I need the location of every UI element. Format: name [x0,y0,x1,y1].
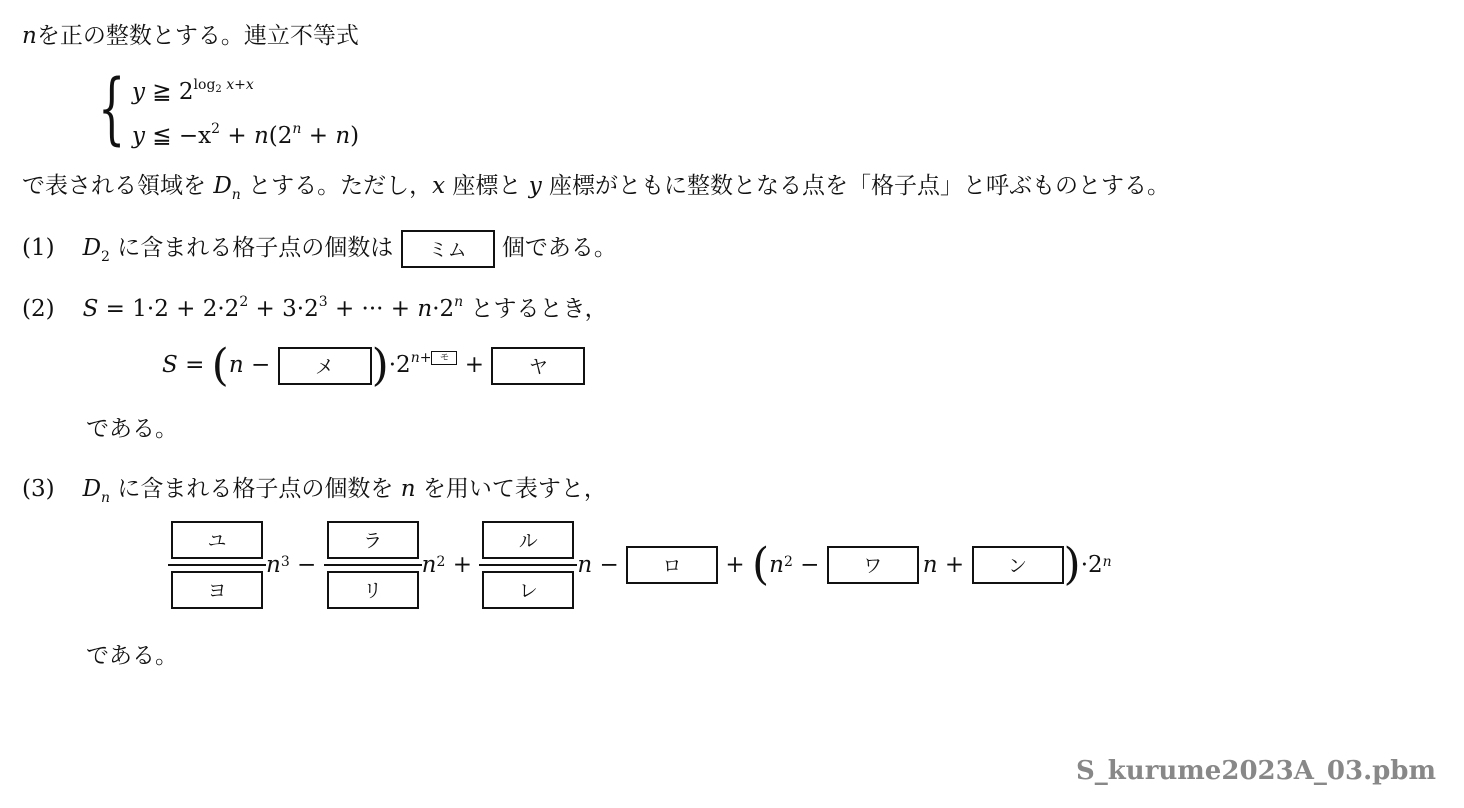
answer-box-n[interactable]: ン [972,546,1064,584]
q2f-minus: − [243,352,278,378]
q3f-n-sq: n [769,551,784,578]
q2-dots: + ··· + [327,296,418,322]
def-sub-n: n [231,187,241,203]
inequality-2 [132,122,359,148]
intro-line [22,25,359,48]
q3-sub: n [101,490,111,506]
q2f-exp-n: n [410,350,420,366]
q3f-m2: − [592,551,627,578]
ineq2-sq: 2 [211,121,221,137]
ineq2-n2: n [335,123,351,149]
def-mid3: 座標がともに整数となる点を「格子点」と呼ぶものとする。 [541,173,1171,199]
q2f-lparen: ( [211,340,229,391]
answer-box-re[interactable]: レ [482,571,574,609]
definition-line [22,175,1170,202]
def-mid1: とする。ただし， [240,173,433,199]
answer-box-mo[interactable]: モ [431,351,457,365]
question-3 [22,478,607,505]
q3f-t2-e: 2 [436,554,446,570]
ineq1-rel: ≧ 2 [145,79,194,105]
fraction-3 [479,521,577,609]
def-x: x [432,173,446,199]
q2f-rparen: ) [371,340,389,391]
q1-text-post: 個である。 [494,235,617,261]
q3-text-post: を用いて表すと， [415,476,607,502]
def-D: D [213,173,232,199]
fraction-2 [324,521,422,609]
q3f-lparen: ( [751,539,770,590]
answer-box-ru[interactable]: ル [482,521,574,559]
question-2 [22,295,608,321]
def-y: y [528,173,542,199]
answer-box-ri[interactable]: リ [327,571,419,609]
ineq2-plus2: + [301,123,336,149]
answer-box-mimu[interactable]: ミム [401,230,495,268]
ineq2-lhs: y [132,123,145,149]
q3f-dot2: ·2 [1080,551,1103,578]
q2-eq: = 1·2 + 2·2 [98,296,240,322]
inequality-1 [132,78,254,104]
system-brace: { [98,64,126,154]
fraction-1 [168,521,266,609]
q2f-eq: = [177,352,212,378]
answer-box-me[interactable]: メ [278,347,372,385]
q3-end-text: である。 [86,643,178,669]
q2-formula [162,340,585,391]
q2-p3: + 3·2 [248,296,319,322]
ineq2-rel: ≦ −x [145,123,212,149]
q2-e3: 3 [318,294,328,310]
ineq1-lhs: y [132,79,145,105]
q3f-n-lin: n [922,551,938,578]
q1-text-pre: に含まれる格子点の個数は [109,235,401,261]
q3f-sq-e: 2 [783,554,793,570]
q2-dot2: ·2 [432,296,455,322]
exp-rest: x+x [221,77,254,93]
fraction-bar [479,564,577,566]
exp-log: log [193,77,216,93]
q3f-t3-n: n [577,551,593,578]
answer-box-ro[interactable]: ロ [626,546,718,584]
q2f-S: S [162,352,178,378]
ineq1-exponent [194,77,254,93]
q3f-rparen: ) [1063,539,1081,590]
q3f-t1-e: 3 [280,554,290,570]
ineq2-n1: n [253,123,269,149]
fraction-bar [324,564,422,566]
answer-box-ra[interactable]: ラ [327,521,419,559]
def-pre: で表される領域を [22,173,214,199]
q2f-plus: + [457,352,492,378]
answer-box-ya[interactable]: ヤ [491,347,585,385]
q3f-p1: + [445,551,480,578]
q3f-t1-n: n [266,551,281,578]
question-1 [22,230,617,268]
q1-D: D [82,235,102,261]
q2-en: n [454,294,464,310]
q2-tail: とするとき， [463,296,608,322]
q2f-dot2: ·2 [388,352,411,378]
filename-label: S_kurume2023A_03.pbm [1076,756,1436,786]
def-mid2: 座標と [445,173,529,199]
answer-box-yo[interactable]: ヨ [171,571,263,609]
q2-S: S [82,296,99,322]
q2-label: (2) [22,296,55,322]
q2f-n: n [228,352,244,378]
answer-box-yu[interactable]: ユ [171,521,263,559]
q3f-p3: + [937,551,972,578]
q2-n: n [417,296,433,322]
ineq2-nexp: n [292,121,302,137]
q2-e2: 2 [239,294,249,310]
q3f-p2: + [718,551,752,578]
q3-D: D [82,476,102,502]
q3-label: (3) [22,476,55,502]
ineq2-open: (2 [268,123,293,149]
ineq2-plus: + [220,123,254,149]
q3-formula [168,521,1112,609]
q3-n: n [400,476,416,502]
q2-end-text: である。 [86,416,178,442]
q3-text-pre: に含まれる格子点の個数を [110,476,401,502]
q3f-exp-n: n [1102,554,1112,570]
q2f-exp-plus: + [419,350,432,366]
q3f-t2-n: n [421,551,437,578]
q2-end [86,418,178,441]
q3-end [86,645,178,668]
q3f-m1: − [289,551,324,578]
fraction-bar [168,564,266,566]
var-n: n [22,23,37,49]
q1-sub: 2 [101,249,110,265]
ineq2-close: ) [350,123,360,149]
q1-label: (1) [22,235,55,261]
exp-base: 2 [215,84,222,95]
intro-text: を正の整数とする。連立不等式 [36,23,359,49]
answer-box-wa[interactable]: ワ [827,546,919,584]
q3f-m3: − [792,551,827,578]
